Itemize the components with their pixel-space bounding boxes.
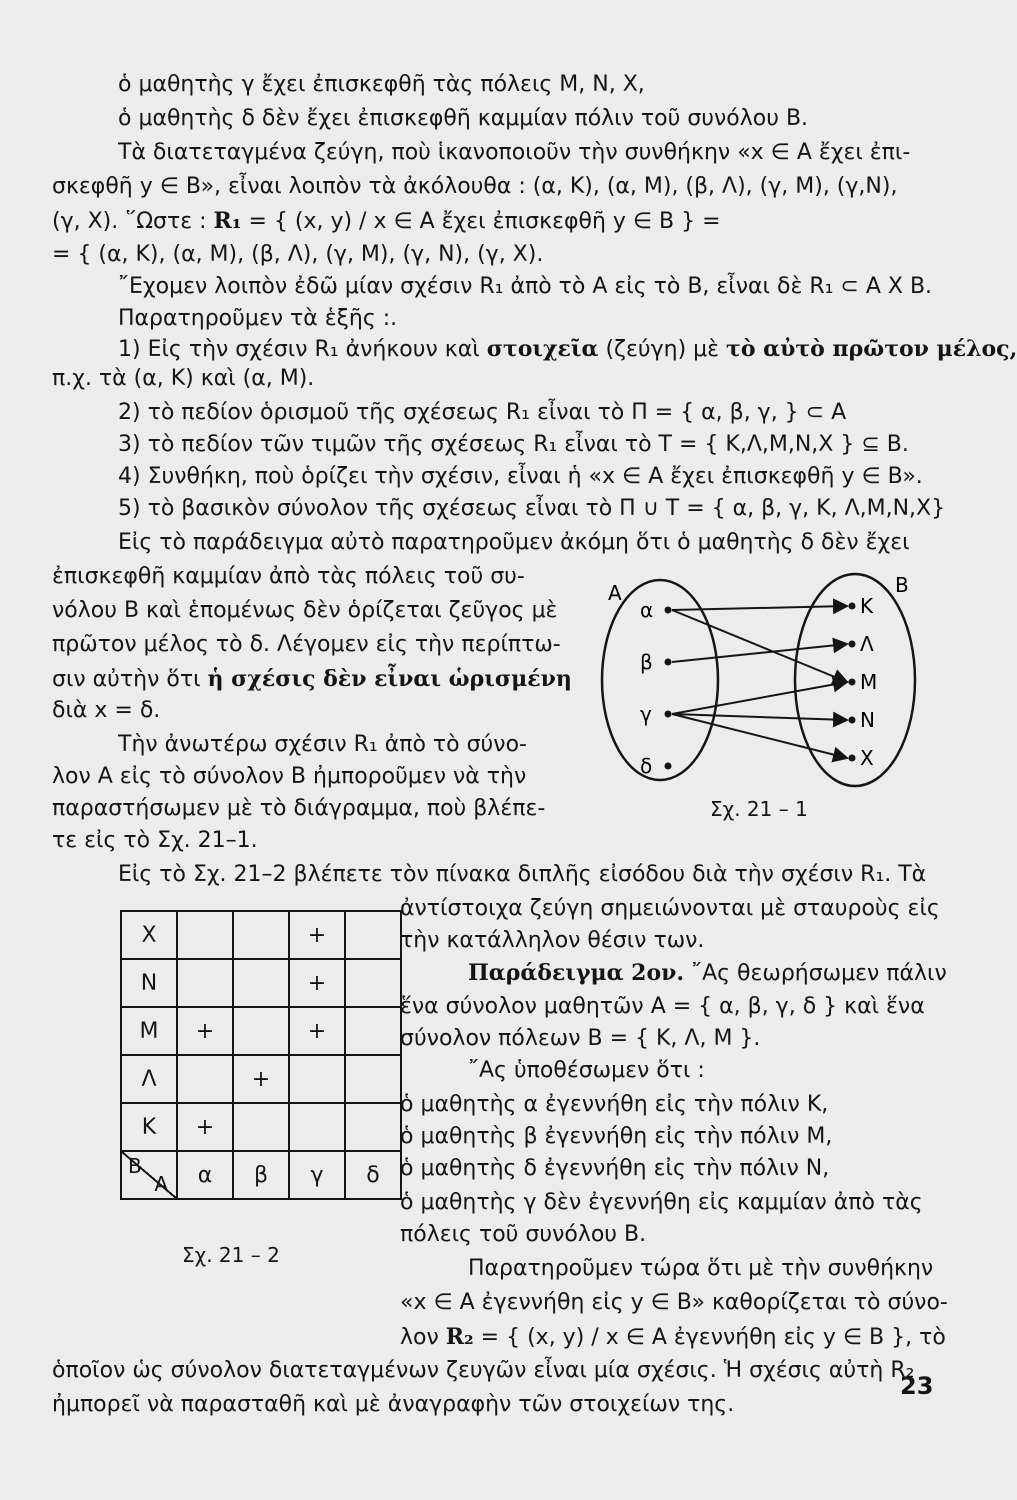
table-row bbox=[121, 911, 401, 959]
text-line bbox=[118, 334, 1017, 365]
empty-cell bbox=[233, 1103, 289, 1151]
empty-cell bbox=[289, 1103, 345, 1151]
text-line: ῎Ας ὑποθέσωμεν ὅτι : bbox=[468, 1058, 705, 1083]
row-label: Μ bbox=[121, 1007, 177, 1055]
text-line: Παρατηροῦμεν τὰ ἑξῆς :. bbox=[118, 306, 398, 331]
set-a-element-label: β bbox=[640, 650, 653, 674]
text-fragment: σιν αὐτὴν ὅτι bbox=[52, 667, 208, 692]
text-line: ἕνα σύνολον μαθητῶν A = { α, β, γ, δ } καὶ ἕνα bbox=[400, 994, 925, 1019]
set-b-point bbox=[849, 679, 856, 686]
row-label: Ν bbox=[121, 959, 177, 1007]
corner-cell bbox=[121, 1151, 177, 1199]
bold-term: τὸ αὐτὸ πρῶτον μέλος, bbox=[726, 336, 1017, 362]
set-a-label: A bbox=[608, 581, 622, 605]
empty-cell bbox=[233, 959, 289, 1007]
text-line: νόλου Β καὶ ἑπομένως δὲν ὁρίζεται ζεῦγος μὲ bbox=[52, 598, 558, 623]
relation-arrow bbox=[672, 714, 847, 758]
set-b-label: B bbox=[895, 573, 909, 597]
empty-cell bbox=[177, 911, 233, 959]
text-line bbox=[468, 958, 947, 989]
figure-caption: Σχ. 21 – 1 bbox=[710, 797, 808, 821]
relation-symbol: R₂ bbox=[445, 1324, 474, 1350]
page-number: 23 bbox=[900, 1372, 934, 1400]
set-b-element-label: Κ bbox=[860, 594, 874, 618]
text-line: διὰ x = δ. bbox=[52, 698, 161, 723]
set-b-element-label: Μ bbox=[860, 670, 878, 694]
empty-cell bbox=[289, 1055, 345, 1103]
set-a-element-label: δ bbox=[640, 754, 653, 778]
text-line: ἠμπορεῖ νὰ παρασταθῆ καὶ μὲ ἀναγραφὴν τῶν στοιχείων της. bbox=[52, 1392, 735, 1417]
empty-cell bbox=[177, 959, 233, 1007]
text-line: «x ∈ A ἐγεννήθη εἰς y ∈ B» καθορίζεται τὸ σύνο- bbox=[400, 1290, 948, 1315]
set-a-point bbox=[665, 763, 672, 770]
empty-cell bbox=[345, 911, 401, 959]
text-line: 4) Συνθήκη, ποὺ ὁρίζει τὴν σχέσιν, εἶναι ἡ «x ∈ A ἔχει ἐπισκεφθῆ y ∈ B». bbox=[118, 464, 923, 489]
empty-cell bbox=[345, 1055, 401, 1103]
set-b-point bbox=[849, 603, 856, 610]
text-fragment: (ζεύγη) μὲ bbox=[598, 337, 727, 362]
row-label: Λ bbox=[121, 1055, 177, 1103]
text-line: τὴν κατάλληλον θέσιν των. bbox=[400, 928, 705, 953]
text-fragment: ῎Ας θεωρήσωμεν πάλιν bbox=[684, 961, 947, 986]
corner-label-a: A bbox=[154, 1172, 168, 1196]
text-line: Εἰς τὸ Σχ. 21–2 βλέπετε τὸν πίνακα διπλῆς εἰσόδου διὰ τὴν σχέσιν R₁. Τὰ bbox=[118, 862, 927, 887]
figure-caption: Σχ. 21 – 2 bbox=[182, 1243, 280, 1267]
text-line: ῎Εχομεν λοιπὸν ἐδῶ μίαν σχέσιν R₁ ἀπὸ τὸ Α εἰς τὸ Β, εἶναι δὲ R₁ ⊂ A X B. bbox=[118, 274, 933, 299]
bold-term: στοιχεῖα bbox=[486, 336, 599, 362]
text-line: Τὴν ἀνωτέρω σχέσιν R₁ ἀπὸ τὸ σύνο- bbox=[118, 732, 527, 757]
text-line: ὁ μαθητὴς γ δὲν ἐγεννήθη εἰς καμμίαν ἀπὸ τὰς bbox=[400, 1190, 923, 1215]
text-fragment: = { (x, y) / x ∈ A ἔχει ἐπισκεφθῆ y ∈ B } = bbox=[241, 209, 721, 234]
empty-cell bbox=[345, 1007, 401, 1055]
table-row bbox=[121, 959, 401, 1007]
text-line: σκεφθῆ y ∈ B», εἶναι λοιπὸν τὰ ἀκόλουθα : (α, Κ), (α, Μ), (β, Λ), (γ, Μ), (γ,Ν), bbox=[52, 174, 898, 199]
relation-arrows bbox=[672, 606, 847, 758]
set-a-element-label: α bbox=[640, 598, 654, 622]
empty-cell bbox=[233, 911, 289, 959]
text-line: = { (α, Κ), (α, Μ), (β, Λ), (γ, Μ), (γ, Ν), (γ, Χ). bbox=[52, 242, 544, 267]
text-line bbox=[52, 664, 572, 695]
text-line: σύνολον πόλεων B = { Κ, Λ, Μ }. bbox=[400, 1026, 761, 1051]
set-a-point bbox=[665, 607, 672, 614]
text-line: 5) τὸ βασικὸν σύνολον τῆς σχέσεως εἶναι τὸ Π ∪ T = { α, β, γ, Κ, Λ,Μ,Ν,Χ} bbox=[118, 496, 946, 521]
set-b-elements bbox=[849, 594, 878, 770]
text-fragment: (γ, Χ). ῞Ωστε : bbox=[52, 209, 214, 234]
set-b-element-label: Ν bbox=[860, 708, 875, 732]
text-line: ὁ μαθητὴς δ δὲν ἔχει ἐπισκεφθῆ καμμίαν πόλιν τοῦ συνόλου Β. bbox=[118, 106, 809, 131]
header-row bbox=[121, 1151, 401, 1199]
relation-symbol: R₁ bbox=[213, 208, 242, 234]
text-line: πόλεις τοῦ συνόλου Β. bbox=[400, 1222, 647, 1247]
empty-cell bbox=[177, 1055, 233, 1103]
text-line: ἐπισκεφθῆ καμμίαν ἀπὸ τὰς πόλεις τοῦ συ- bbox=[52, 564, 525, 589]
set-a-point bbox=[665, 659, 672, 666]
column-header: β bbox=[233, 1151, 289, 1199]
set-b-point bbox=[849, 717, 856, 724]
empty-cell bbox=[233, 1007, 289, 1055]
text-fragment: = { (x, y) / x ∈ A ἐγεννήθη εἰς y ∈ B }, τὸ bbox=[473, 1325, 946, 1350]
set-b-point bbox=[849, 755, 856, 762]
set-a-point bbox=[665, 711, 672, 718]
cross-mark-cell: + bbox=[289, 1007, 345, 1055]
text-line: πρῶτον μέλος τὸ δ. Λέγομεν εἰς τὴν περίπτω- bbox=[52, 632, 561, 657]
table-row bbox=[121, 1103, 401, 1151]
text-line: ὁ μαθητὴς β ἐγεννήθη εἰς τὴν πόλιν Μ, bbox=[400, 1124, 833, 1149]
text-line: 3) τὸ πεδίον τῶν τιμῶν τῆς σχέσεως R₁ εἶναι τὸ T = { Κ,Λ,Μ,Ν,Χ } ⊆ B. bbox=[118, 432, 909, 457]
set-b-element-label: Χ bbox=[860, 746, 874, 770]
table-row bbox=[121, 1007, 401, 1055]
set-b-point bbox=[849, 641, 856, 648]
set-a-elements bbox=[640, 598, 672, 778]
text-fragment: 1) Εἰς τὴν σχέσιν R₁ ἀνήκουν καὶ bbox=[118, 337, 487, 362]
text-fragment: λον bbox=[400, 1325, 446, 1350]
corner-label-b: B bbox=[128, 1154, 142, 1178]
double-entry-table bbox=[120, 910, 402, 1200]
table-row bbox=[121, 1055, 401, 1103]
example-heading: Παράδειγμα 2ον. bbox=[468, 960, 685, 986]
text-line: ὁ μαθητὴς δ ἐγεννήθη εἰς τὴν πόλιν Ν, bbox=[400, 1156, 830, 1181]
bold-term: ἡ σχέσις δὲν εἶναι ὡρισμένη bbox=[207, 666, 572, 692]
relation-arrow bbox=[672, 682, 847, 714]
text-line: ὁ μαθητὴς γ ἔχει ἐπισκεφθῆ τὰς πόλεις Μ, Ν, Χ, bbox=[118, 72, 645, 97]
text-line bbox=[400, 1322, 946, 1353]
column-header: γ bbox=[289, 1151, 345, 1199]
column-header: δ bbox=[345, 1151, 401, 1199]
relation-arrow bbox=[672, 714, 847, 720]
set-a-element-label: γ bbox=[640, 702, 652, 726]
text-line: τε εἰς τὸ Σχ. 21–1. bbox=[52, 828, 258, 853]
cross-mark-cell: + bbox=[289, 959, 345, 1007]
text-line: Τὰ διατεταγμένα ζεύγη, ποὺ ἱκανοποιοῦν τὴν συνθήκην «x ∈ A ἔχει ἐπι- bbox=[118, 140, 911, 165]
text-line: λον Α εἰς τὸ σύνολον Β ἠμποροῦμεν νὰ τὴν bbox=[52, 764, 527, 789]
text-line: 2) τὸ πεδίον ὁρισμοῦ τῆς σχέσεως R₁ εἶναι τὸ Π = { α, β, γ, } ⊂ A bbox=[118, 400, 847, 425]
text-line: ὁποῖον ὡς σύνολον διατεταγμένων ζευγῶν εἶναι μία σχέσις. Ἡ σχέσις αὐτὴ R₂ bbox=[52, 1358, 915, 1383]
text-line: παραστήσωμεν μὲ τὸ διάγραμμα, ποὺ βλέπε- bbox=[52, 796, 546, 821]
relation-arrow-diagram bbox=[600, 570, 940, 810]
text-line: Παρατηροῦμεν τώρα ὅτι μὲ τὴν συνθήκην bbox=[468, 1256, 934, 1281]
empty-cell bbox=[345, 959, 401, 1007]
cross-mark-cell: + bbox=[177, 1103, 233, 1151]
text-line bbox=[52, 206, 721, 237]
text-line: ἀντίστοιχα ζεύγη σημειώνονται μὲ σταυροὺς εἰς bbox=[400, 896, 940, 921]
empty-cell bbox=[345, 1103, 401, 1151]
cross-mark-cell: + bbox=[289, 911, 345, 959]
text-line: ὁ μαθητὴς α ἐγεννήθη εἰς τὴν πόλιν Κ, bbox=[400, 1092, 829, 1117]
text-line: Εἰς τὸ παράδειγμα αὐτὸ παρατηροῦμεν ἀκόμη ὅτι ὁ μαθητὴς δ δὲν ἔχει bbox=[118, 530, 910, 555]
set-b-element-label: Λ bbox=[860, 632, 874, 656]
row-label: Κ bbox=[121, 1103, 177, 1151]
cross-mark-cell: + bbox=[233, 1055, 289, 1103]
row-label: Χ bbox=[121, 911, 177, 959]
text-line: π.χ. τὰ (α, Κ) καὶ (α, Μ). bbox=[52, 366, 315, 391]
column-header: α bbox=[177, 1151, 233, 1199]
cross-mark-cell: + bbox=[177, 1007, 233, 1055]
